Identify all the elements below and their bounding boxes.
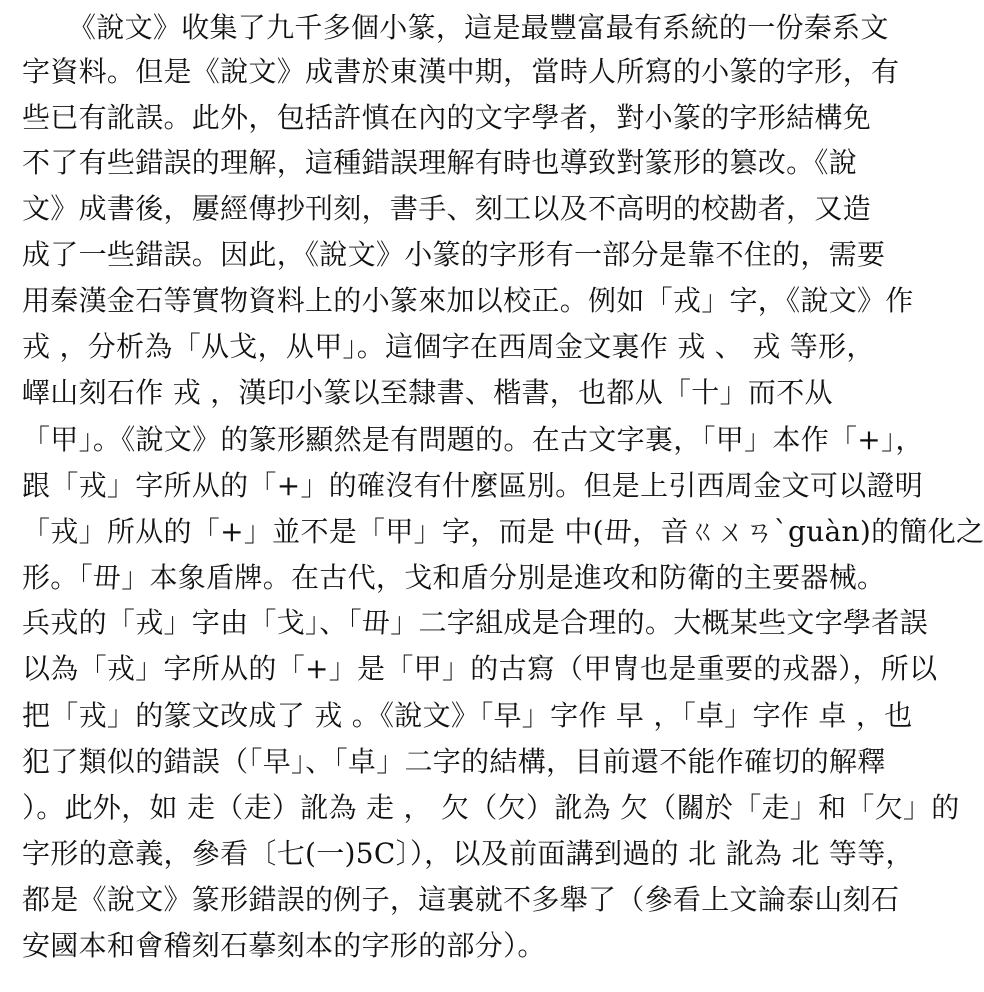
text-line: ）。此外，如 走（走）訛為 走 ， 欠（欠）訛為 欠（關於「走」和「欠」的	[22, 791, 960, 824]
text-line: 「甲」。《說文》的篆形顯然是有問題的。在古文字裏，「甲」本作「+」，	[22, 423, 924, 456]
text-line: 以為「戎」字所从的「+」是「甲」的古寫（甲冑也是重要的戎器），所以	[22, 652, 938, 685]
text-line: 嶧山刻石作 戎 ，漢印小篆以至隸書、楷書，也都从「十」而不从	[22, 376, 833, 409]
text-line: 成了一些錯誤。因此，《說文》小篆的字形有一部分是靠不住的，需要	[22, 238, 886, 271]
text-line: 不了有些錯誤的理解，這種錯誤理解有時也導致對篆形的篡改。《說	[22, 146, 858, 179]
text-line: 犯了類似的錯誤（「早」、「卓」二字的結構，目前還不能作確切的解釋	[22, 745, 886, 778]
text-line: 字資料。但是《說文》成書於東漢中期，當時人所寫的小篆的字形，有	[22, 55, 900, 88]
text-line: 「戎」所从的「+」並不是「甲」字，而是 中(毌，音ㄍㄨㄢˋguàn)的簡化之	[22, 515, 984, 548]
text-line: 安國本和會稽刻石摹刻本的字形的部分）。	[22, 929, 546, 962]
text-line: 些已有訛誤。此外，包括許慎在內的文字學者，對小篆的字形結構免	[22, 101, 872, 134]
text-line: 戎 ，分析為「从戈，从甲」。這個字在西周金文裏作 戎 、 戎 等形，	[22, 330, 875, 363]
text-line: 《說文》收集了九千多個小篆，這是最豐富最有系統的一份秦系文	[68, 11, 889, 44]
text-line: 兵戎的「戎」字由「戈」、「毌」二字組成是合理的。大概某些文字學者誤	[22, 606, 928, 639]
text-line: 字形的意義，參看〔七(一)5C〕），以及前面講到過的 北 訛為 北 等等，	[22, 837, 914, 870]
text-line: 用秦漢金石等實物資料上的小篆來加以校正。例如「戎」字，《說文》作	[22, 284, 914, 317]
text-line: 都是《說文》篆形錯誤的例子，這裏就不多舉了（參看上文論泰山刻石	[22, 883, 900, 916]
text-line: 形。「毌」本象盾牌。在古代，戈和盾分別是進攻和防衛的主要器械。	[22, 561, 886, 594]
text-line: 把「戎」的篆文改成了 戎 。《說文》「早」字作 早 ，「卓」字作 卓 ，也	[22, 699, 913, 732]
text-line: 跟「戎」字所从的「+」的確沒有什麼區別。但是上引西周金文可以證明	[22, 469, 924, 502]
text-line: 文》成書後，屢經傳抄刊刻，書手、刻工以及不高明的校勘者，又造	[22, 192, 872, 225]
